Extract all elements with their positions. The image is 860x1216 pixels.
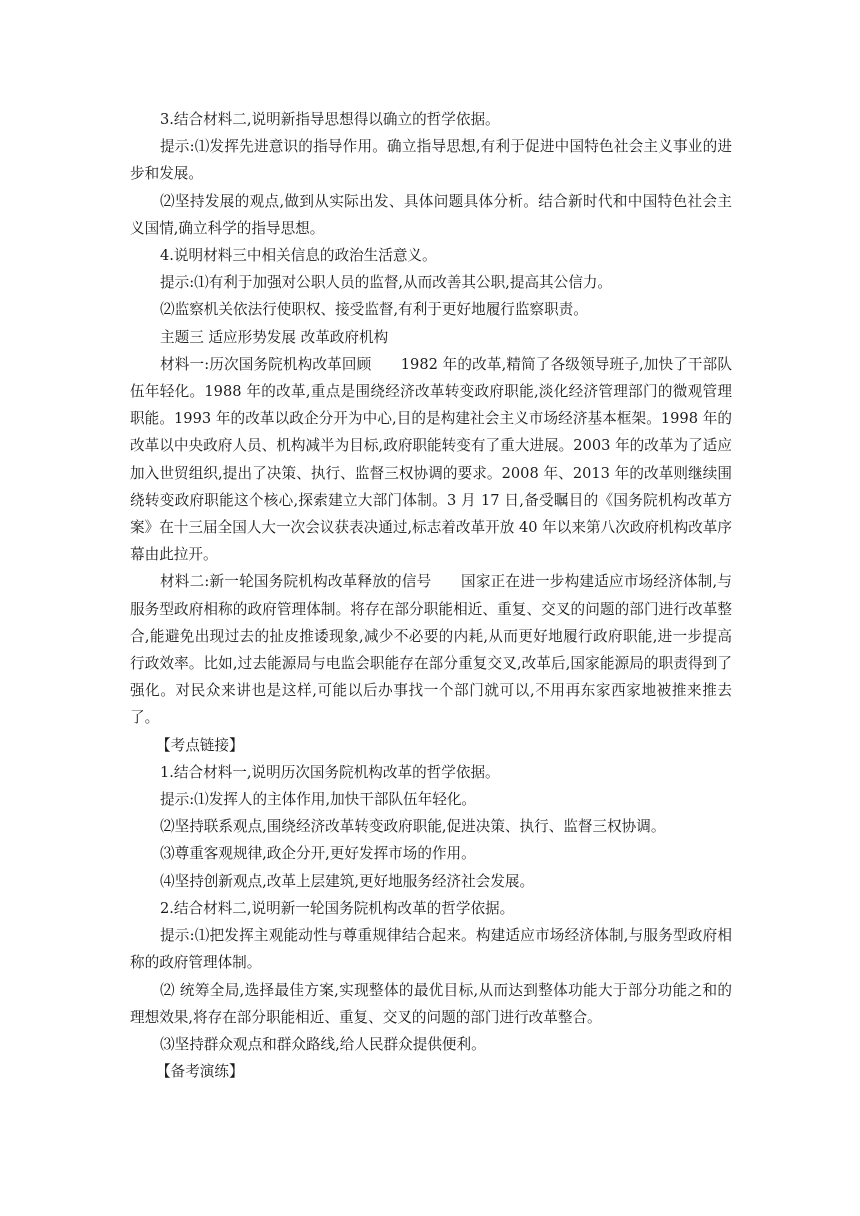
question-3: 3.结合材料二,说明新指导思想得以确立的哲学依据。 — [160, 111, 500, 128]
hint-1-1: 提示:⑴发挥人的主体作用,加快干部队伍年轻化。 — [160, 791, 477, 809]
theme-3-heading: 主题三 适应形势发展 改革政府机构 — [160, 328, 389, 346]
hint-4-2: ⑵监察机关依法行使职权、接受监督,有利于更好地履行监察职责。 — [160, 301, 588, 319]
hint-2-3: ⑶坚持群众观点和群众路线,给人民群众提供便利。 — [160, 1035, 486, 1053]
hint-4-1: 提示:⑴有利于加强对公职人员的监督,从而改善其公职,提高其公信力。 — [160, 274, 613, 292]
hint-2-1: 提示:⑴把发挥主观能动性与尊重规律结合起来。构建适应市场经济体制,与服务型政府相称的政府管理体制。 — [130, 927, 732, 972]
hint-1-3: ⑶尊重客观规律,政企分开,更好发挥市场的作用。 — [160, 845, 476, 863]
question-4: 4.说明材料三中相关信息的政治生活意义。 — [160, 247, 437, 265]
hint-3-2: ⑵坚持发展的观点,做到从实际出发、具体问题具体分析。结合新时代和中国特色社会主义国情,确立科学的指导思想。 — [130, 192, 732, 237]
document-page — [130, 106, 732, 1085]
hint-1-2: ⑵坚持联系观点,围绕经济改革转变政府职能,促进决策、执行、监督三权协调。 — [160, 818, 666, 836]
hint-3-1: 提示:⑴发挥先进意识的指导作用。确立指导思想,有利于促进中国特色社会主义事业的进步和发展。 — [130, 138, 732, 183]
material-2: 材料二:新一轮国务院机构改革释放的信号 国家正在进一步构建适应市场经济体制,与服务型政府相称的政府管理体制。将存在部分职能相近、重复、交叉的问题的部门进行改革整合,能避免出现过去的扯皮推诿现象,减少不必要的内耗,从而更好地履行政府职能,进一步提高行政效率。比如,过去能源局与电监会职能存在部分重复交叉,改革后,国家能源局的职责得到了强化。对民众来讲也是这样,可能以后办事找一个部门就可以,不用再东家西家地被推来推去了。 — [130, 573, 732, 727]
question-1: 1.结合材料一,说明历次国务院机构改革的哲学依据。 — [160, 763, 500, 781]
material-1: 材料一:历次国务院机构改革回顾 1982 年的改革,精简了各级领导班子,加快了干部队伍年轻化。1988 年的改革,重点是围绕经济改革转变政府职能,淡化经济管理部门的微观管理职能。1993 年的改革以政企分开为中心,目的是构建社会主义市场经济基本框架。1998 年的改革以中央政府人员、机构减半为目标,政府职能转变有了重大进展。2003 年的改革为了适应加入世贸组织,提出了决策、执行、监督三权协调的要求。2008 年、2013 年的改革则继续围绕转变政府职能这个核心,探索建立大部门体制。3 月 17 日,备受瞩目的《国务院机构改革方案》在十三届全国人大一次会议获表决通过,标志着改革开放 40 年以来第八次政府机构改革序幕由此拉开。 — [130, 355, 732, 564]
exam-practice-heading: 【备考演练】 — [156, 1063, 244, 1081]
hint-1-4: ⑷坚持创新观点,改革上层建筑,更好地服务经济社会发展。 — [160, 872, 535, 890]
key-points-heading: 【考点链接】 — [156, 736, 244, 754]
hint-2-2: ⑵ 统筹全局,选择最佳方案,实现整体的最优目标,从而达到整体功能大于部分功能之和的理想效果,将存在部分职能相近、重复、交叉的问题的部门进行改革整合。 — [130, 981, 732, 1026]
question-2: 2.结合材料二,说明新一轮国务院机构改革的哲学依据。 — [160, 899, 515, 917]
